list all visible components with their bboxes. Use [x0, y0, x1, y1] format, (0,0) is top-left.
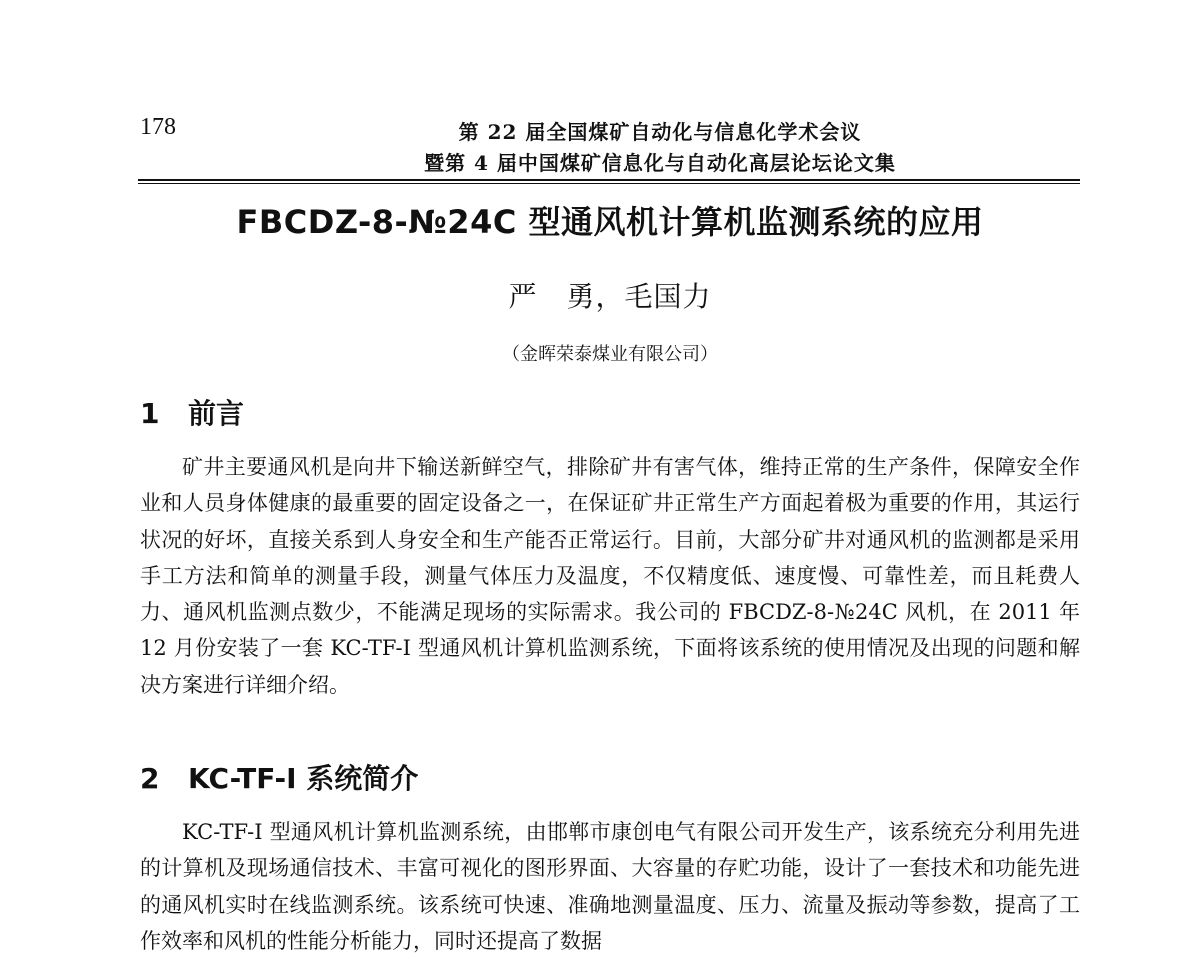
section-heading-2	[140, 757, 418, 797]
article-authors: 严 勇，毛国力	[508, 280, 712, 313]
section-number: 1	[140, 397, 160, 430]
section-1-paragraph: 矿井主要通风机是向井下输送新鲜空气，排除矿井有害气体，维持正常的生产条件，保障安全作业和人员身体健康的最重要的固定设备之一，在保证矿井正常生产方面起着极为重要的作用，其运行状况的好坏，直接关系到人身安全和生产能否正常运行。目前，大部分矿井对通风机的监测都是采用手工方法和简单的测量手段，测量气体压力及温度，不仅精度低、速度慢、可靠性差，而且耗费人力、通风机监测点数少，不能满足现场的实际需求。我公司的 FBCDZ-8-№24C 风机，在 2011 年 12 月份安装了一套 KC-TF-I 型通风机计算机监测系统，下面将该系统的使用情况及出现的问题和解决方案进行详细介绍。	[140, 455, 1080, 697]
header-rule-thin	[138, 183, 1080, 184]
section-number: 2	[140, 762, 160, 795]
section-title: 前言	[188, 397, 245, 430]
article-affiliation: （金晖荣泰煤业有限公司）	[502, 344, 718, 365]
section-heading-1	[140, 392, 244, 432]
article-title: FBCDZ-8-№24C 型通风机计算机监测系统的应用	[236, 203, 984, 241]
header-rule-thick	[138, 179, 1080, 181]
running-head-line-1: 第 22 届全国煤矿自动化与信息化学术会议	[458, 120, 862, 144]
section-title: KC-TF-I 系统简介	[188, 762, 419, 795]
section-2-paragraph: KC-TF-I 型通风机计算机监测系统，由邯郸市康创电气有限公司开发生产，该系统充分利用先进的计算机及现场通信技术、丰富可视化的图形界面、大容量的存贮功能，设计了一套技术和功能先进的通风机实时在线监测系统。该系统可快速、准确地测量温度、压力、流量及振动等参数，提高了工作效率和风机的性能分析能力，同时还提高了数据	[140, 820, 1080, 953]
page-number: 178	[140, 114, 176, 140]
running-head-line-2: 暨第 4 届中国煤矿信息化与自动化高层论坛论文集	[424, 151, 896, 175]
